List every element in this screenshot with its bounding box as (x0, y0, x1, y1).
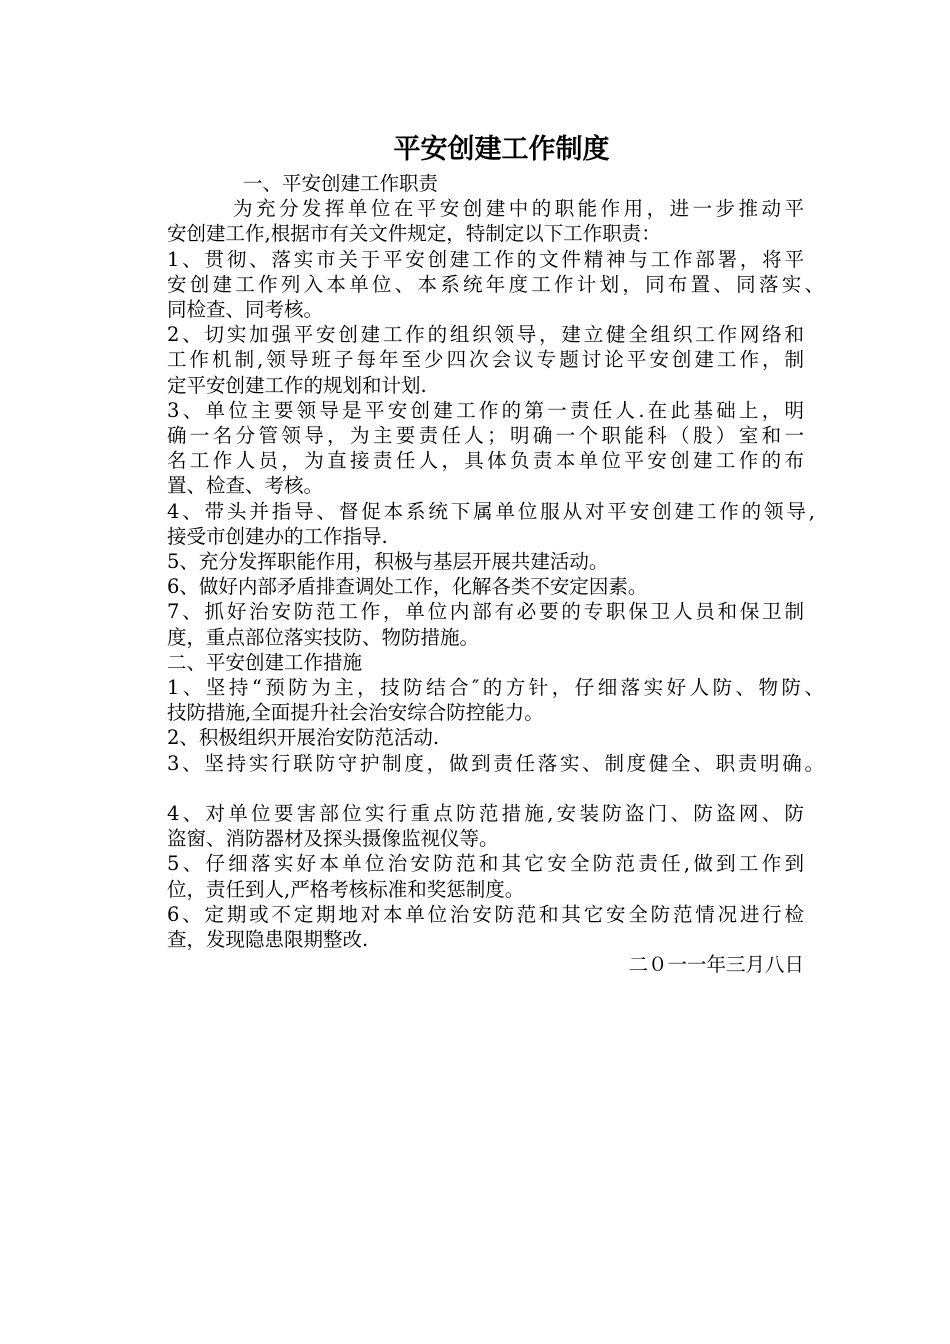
list-item-line: 查，发现隐患限期整改. (167, 928, 369, 952)
list-item-line: 2、切实加强平安创建工作的组织领导，建立健全组织工作网络和 (167, 323, 804, 347)
list-item-line: 位，责任到人,严格考核标准和奖惩制度。 (167, 877, 525, 901)
list-item-line: 6、定期或不定期地对本单位治安防范和其它安全防范情况进行检 (167, 902, 804, 926)
paragraph-line: 安创建工作,根据市有关文件规定，特制定以下工作职责： (167, 222, 661, 246)
blank-line (167, 776, 824, 801)
section-heading-measures: 二、平安创建工作措施 (167, 650, 363, 674)
list-item-line: 技防措施,全面提升社会治安综合防控能力。 (167, 701, 544, 725)
list-item-line: 3、单位主要领导是平安创建工作的第一责任人.在此基础上，明 (167, 398, 804, 422)
list-item-line: 7、抓好治安防范工作，单位内部有必要的专职保卫人员和保卫制 (167, 600, 804, 624)
list-item-line: 2、积极组织开展治安防范活动. (167, 726, 440, 750)
list-item-line: 安创建工作列入本单位、本系统年度工作计划，同布置、同落实、 (167, 272, 824, 296)
section-heading-duties: 一、平安创建工作职责 (243, 172, 439, 195)
list-item-line: 定平安创建工作的规划和计划. (167, 373, 427, 397)
list-item-line: 5、仔细落实好本单位治安防范和其它安全防范责任,做到工作到 (167, 852, 804, 876)
list-item-line: 3、坚持实行联防守护制度，做到责任落实、制度健全、职责明确。 (167, 751, 824, 775)
list-item-line: 6、做好内部矛盾排查调处工作，化解各类不安定因素。 (167, 575, 648, 599)
list-item-line: 度，重点部位落实技防、物防措施。 (167, 625, 480, 649)
list-item-line: 4、对单位要害部位实行重点防范措施,安装防盗门、防盗网、防 (167, 802, 804, 826)
list-item-line: 确一名分管领导，为主要责任人；明确一个职能科（股）室和一 (167, 424, 804, 448)
document-date: 二０一一年三月八日 (628, 953, 804, 977)
list-item-line: 1、坚持“预防为主，技防结合″的方针，仔细落实好人防、物防、 (167, 676, 824, 700)
list-item-line: 同检查、同考核。 (167, 298, 324, 322)
list-item-line: 5、充分发挥职能作用，积极与基层开展共建活动。 (167, 550, 609, 574)
list-item-line: 置、检查、考核。 (167, 474, 324, 498)
document-title: 平安创建工作制度 (393, 134, 610, 165)
paragraph-line: 为充分发挥单位在平安创建中的职能作用，进一步推动平 (233, 197, 804, 221)
list-item-line: 4、带头并指导、督促本系统下属单位服从对平安创建工作的领导, (167, 499, 815, 523)
list-item-line: 1、贯彻、落实市关于平安创建工作的文件精神与工作部署，将平 (167, 247, 804, 271)
list-item-line: 接受市创建办的工作指导. (167, 524, 388, 548)
list-item-line: 名工作人员，为直接责任人，具体负责本单位平安创建工作的布 (167, 449, 804, 473)
list-item-line: 工作机制,领导班子每年至少四次会议专题讨论平安创建工作，制 (167, 348, 804, 372)
list-item-line: 盗窗、消防器材及探头摄像监视仪等。 (167, 827, 499, 851)
document-page (167, 130, 824, 977)
